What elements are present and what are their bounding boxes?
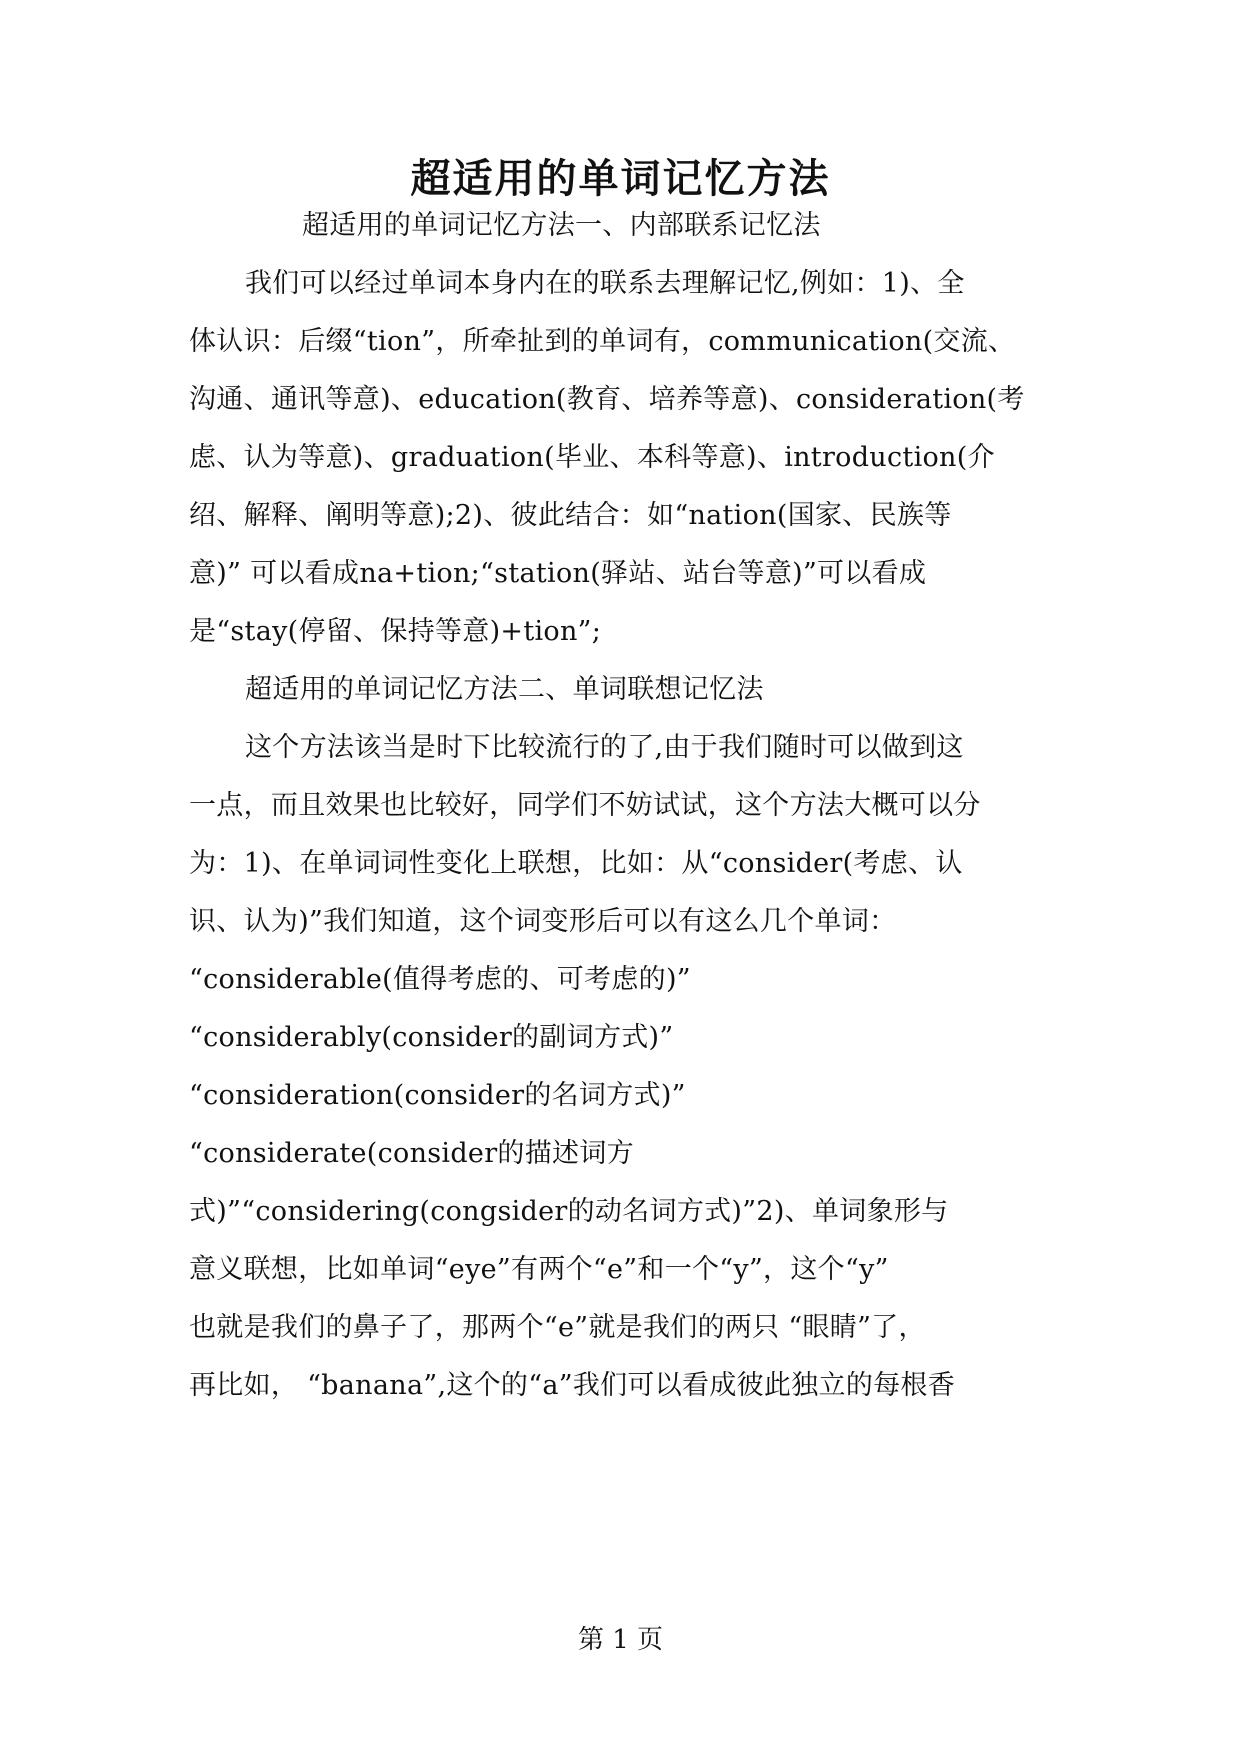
page-number: 第 1 页 xyxy=(577,1625,664,1655)
paragraph-line: 是“stay(停留、保持等意)+tion”; xyxy=(189,616,602,647)
paragraph-line: 也就是我们的鼻子了，那两个“e”就是我们的两只 “眼睛”了， xyxy=(189,1312,926,1343)
paragraph-line: 为：1)、在单词词性变化上联想，比如：从“consider(考虑、认 xyxy=(189,848,963,879)
paragraph-line: 一点，而且效果也比较好，同学们不妨试试，这个方法大概可以分 xyxy=(189,790,981,821)
paragraph-line: 识、认为)”我们知道，这个词变形后可以有这么几个单词： xyxy=(189,906,897,937)
paragraph-line: 意)” 可以看成na+tion;“station(驿站、站台等意)”可以看成 xyxy=(189,558,927,589)
paragraph-line: 这个方法该当是时下比较流行的了,由于我们随时可以做到这 xyxy=(245,732,964,763)
paragraph-line: 沟通、通讯等意)、education(教育、培养等意)、consideration(考 xyxy=(189,384,1025,415)
paragraph-line: 虑、认为等意)、graduation(毕业、本科等意)、introduction(介 xyxy=(189,442,995,473)
paragraph-line: 式)”“considering(congsider的动名词方式)”2)、单词象形与 xyxy=(189,1196,949,1227)
paragraph-line: 我们可以经过单词本身内在的联系去理解记忆,例如：1)、全 xyxy=(245,268,965,299)
paragraph-line: 意义联想，比如单词“eye”有两个“e”和一个“y”，这个“y” xyxy=(189,1254,889,1285)
section-heading: 超适用的单词记忆方法二、单词联想记忆法 xyxy=(245,674,764,705)
paragraph-line: “considerate(consider的描述词方 xyxy=(189,1138,634,1169)
section-heading: 超适用的单词记忆方法一、内部联系记忆法 xyxy=(302,210,821,241)
paragraph-line: 体认识：后缀“tion”，所牵扯到的单词有，communication(交流、 xyxy=(189,326,1016,357)
paragraph-line: “consideration(consider的名词方式)” xyxy=(189,1080,686,1111)
document-title: 超适用的单词记忆方法 xyxy=(410,155,831,202)
paragraph-line: “considerably(consider的副词方式)” xyxy=(189,1022,674,1053)
paragraph-line: “considerable(值得考虑的、可考虑的)” xyxy=(189,964,691,995)
paragraph-line: 再比如， “banana”,这个的“a”我们可以看成彼此独立的每根香 xyxy=(189,1370,956,1401)
paragraph-line: 绍、解释、阐明等意);2)、彼此结合：如“nation(国家、民族等 xyxy=(189,500,952,531)
